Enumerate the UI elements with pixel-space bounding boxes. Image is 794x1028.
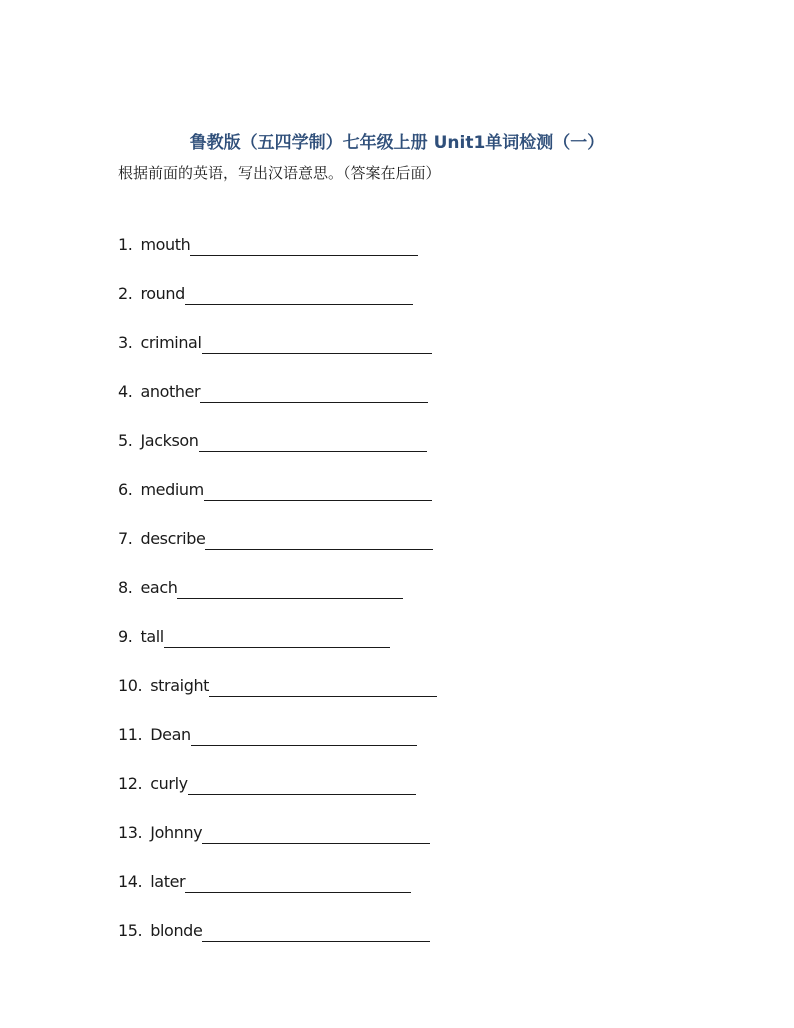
- word-item-row: [118, 720, 417, 744]
- item-word: another: [140, 382, 201, 401]
- word-item: [118, 646, 437, 695]
- item-number: 11.: [118, 725, 143, 744]
- answer-blank[interactable]: [199, 433, 427, 452]
- word-item-row: [118, 377, 428, 401]
- word-item-row: [118, 230, 418, 254]
- item-word: Dean: [150, 725, 191, 744]
- word-item-row: [118, 475, 432, 499]
- word-item: [118, 548, 437, 597]
- item-word: Jackson: [140, 431, 199, 450]
- word-item-row: [118, 769, 416, 793]
- item-word: Johnny: [150, 823, 203, 842]
- word-item: [118, 303, 437, 352]
- word-item: [118, 891, 437, 940]
- item-number: 9.: [118, 627, 133, 646]
- word-item-row: [118, 573, 403, 597]
- answer-blank[interactable]: [190, 237, 418, 256]
- item-number: 12.: [118, 774, 143, 793]
- answer-blank[interactable]: [202, 335, 432, 354]
- word-item: [118, 254, 437, 303]
- word-item: [118, 205, 437, 254]
- word-item: [118, 793, 437, 842]
- word-item-row: [118, 328, 432, 352]
- item-number: 2.: [118, 284, 133, 303]
- item-number: 8.: [118, 578, 133, 597]
- answer-blank[interactable]: [209, 678, 437, 697]
- answer-blank[interactable]: [205, 531, 433, 550]
- answer-blank[interactable]: [177, 580, 403, 599]
- answer-blank[interactable]: [204, 482, 432, 501]
- item-number: 7.: [118, 529, 133, 548]
- item-word: medium: [140, 480, 204, 499]
- item-word: mouth: [140, 235, 191, 254]
- word-item-row: [118, 916, 430, 940]
- item-number: 3.: [118, 333, 133, 352]
- document-title: 鲁教版（五四学制）七年级上册 Unit1单词检测（一）: [189, 133, 605, 153]
- item-number: 14.: [118, 872, 143, 891]
- answer-blank[interactable]: [202, 923, 430, 942]
- item-word: tall: [140, 627, 164, 646]
- item-word: criminal: [140, 333, 202, 352]
- word-item-row: [118, 524, 433, 548]
- answer-blank[interactable]: [191, 727, 417, 746]
- instructions-text: 根据前面的英语，写出汉语意思。（答案在后面）: [118, 164, 441, 182]
- item-number: 6.: [118, 480, 133, 499]
- word-item-row: [118, 671, 437, 695]
- word-item: [118, 842, 437, 891]
- word-item: [118, 597, 437, 646]
- item-word: describe: [140, 529, 206, 548]
- item-word: later: [150, 872, 186, 891]
- answer-blank[interactable]: [200, 384, 428, 403]
- item-number: 1.: [118, 235, 133, 254]
- answer-blank[interactable]: [185, 874, 411, 893]
- word-item: [118, 352, 437, 401]
- item-word: curly: [150, 774, 188, 793]
- word-item: [118, 401, 437, 450]
- item-word: blonde: [150, 921, 203, 940]
- item-word: round: [140, 284, 185, 303]
- answer-blank[interactable]: [185, 286, 413, 305]
- item-word: straight: [150, 676, 210, 695]
- answer-blank[interactable]: [164, 629, 390, 648]
- item-number: 4.: [118, 382, 133, 401]
- item-word: each: [140, 578, 178, 597]
- word-item: [118, 499, 437, 548]
- word-item-row: [118, 867, 411, 891]
- answer-blank[interactable]: [202, 825, 430, 844]
- item-number: 5.: [118, 431, 133, 450]
- word-item: [118, 695, 437, 744]
- item-number: 15.: [118, 921, 143, 940]
- word-list: [118, 205, 437, 940]
- word-item-row: [118, 622, 390, 646]
- word-item-row: [118, 818, 430, 842]
- word-item: [118, 450, 437, 499]
- word-item-row: [118, 279, 413, 303]
- answer-blank[interactable]: [188, 776, 416, 795]
- item-number: 10.: [118, 676, 143, 695]
- word-item: [118, 744, 437, 793]
- item-number: 13.: [118, 823, 143, 842]
- word-item-row: [118, 426, 427, 450]
